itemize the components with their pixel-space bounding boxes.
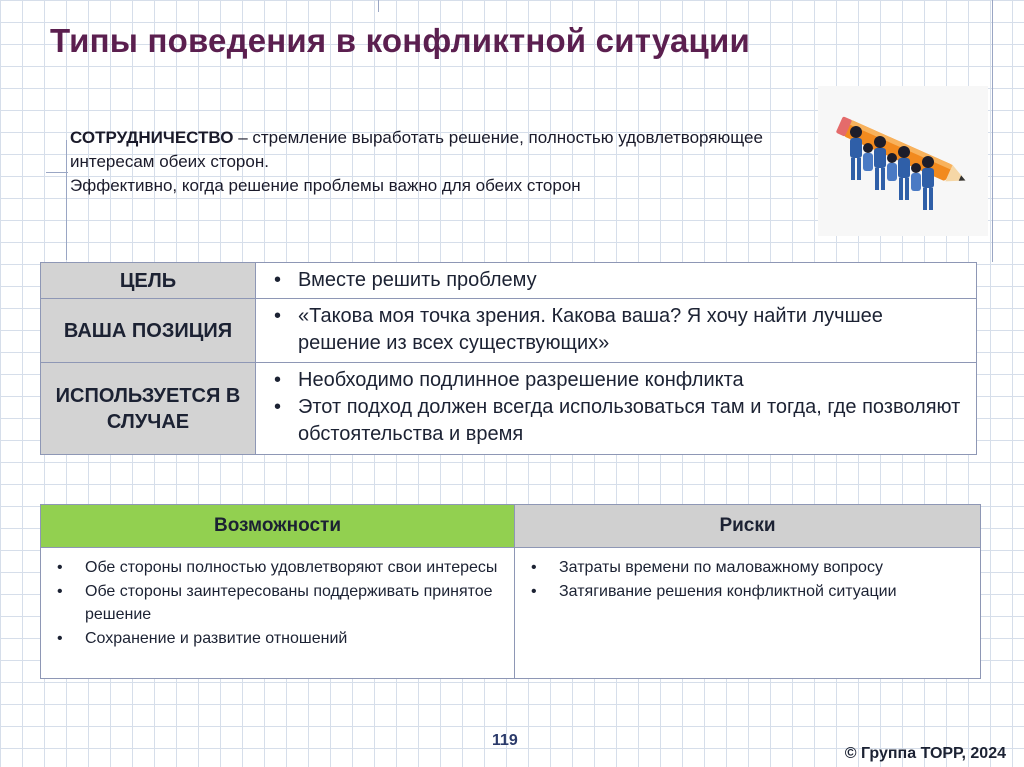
intro-definition [70, 126, 790, 174]
table-row [41, 548, 981, 679]
table-row [41, 299, 977, 363]
opportunities-risks-table [40, 504, 981, 679]
list-item: • Затягивание решения конфликтной ситуации [527, 580, 972, 604]
list-item: • Затраты времени по маловажному вопросу [527, 556, 972, 580]
opportunities-cell [41, 548, 515, 679]
list-item: • «Такова моя точка зрения. Какова ваша? Я хочу найти лучшее решение из всех существующих» [268, 303, 968, 357]
table-row [41, 363, 977, 455]
frame-line-top-left [378, 0, 379, 12]
risks-cell [515, 548, 981, 679]
row-value-used-when [256, 363, 977, 455]
list-item: • Вместе решить проблему [268, 267, 968, 294]
intro-text [70, 126, 790, 198]
opportunities-header: Возможности [41, 505, 515, 548]
list-item: • Обе стороны заинтересованы поддерживать принятое решение [53, 580, 506, 627]
row-value-position [256, 299, 977, 363]
page-number: 119 [492, 732, 518, 749]
copyright: © Группа ТОРР, 2024 [844, 745, 1006, 762]
frame-line-left [66, 140, 67, 260]
intro-note: Эффективно, когда решение проблемы важно для обеих сторон [70, 176, 581, 195]
row-label-used-when: ИСПОЛЬЗУЕТСЯ В СЛУЧАЕ [41, 363, 256, 455]
illustration-svg [818, 86, 988, 236]
group-carrying-pencil-illustration [818, 86, 988, 236]
cooperation-table [40, 262, 977, 455]
row-label-position: ВАША ПОЗИЦИЯ [41, 299, 256, 363]
list-item: • Сохранение и развитие отношений [53, 627, 506, 651]
list-item: • Необходимо подлинное разрешение конфликта [268, 367, 968, 394]
intro-term: СОТРУДНИЧЕСТВО [70, 128, 234, 147]
table-row [41, 263, 977, 299]
frame-line-left-h [46, 172, 68, 173]
list-item: • Этот подход должен всегда использоваться там и тогда, где позволяют обстоятельства и время [268, 394, 968, 448]
row-value-goal [256, 263, 977, 299]
row-label-goal: ЦЕЛЬ [41, 263, 256, 299]
risks-header: Риски [515, 505, 981, 548]
page-title: Типы поведения в конфликтной ситуации [50, 22, 751, 59]
frame-line-right [992, 0, 993, 262]
table-header-row [41, 505, 981, 548]
list-item: • Обе стороны полностью удовлетворяют свои интересы [53, 556, 506, 580]
intro-definition-text: – стремление выработать решение, полностью удовлетворяющее интересам обеих сторон. [70, 128, 763, 171]
